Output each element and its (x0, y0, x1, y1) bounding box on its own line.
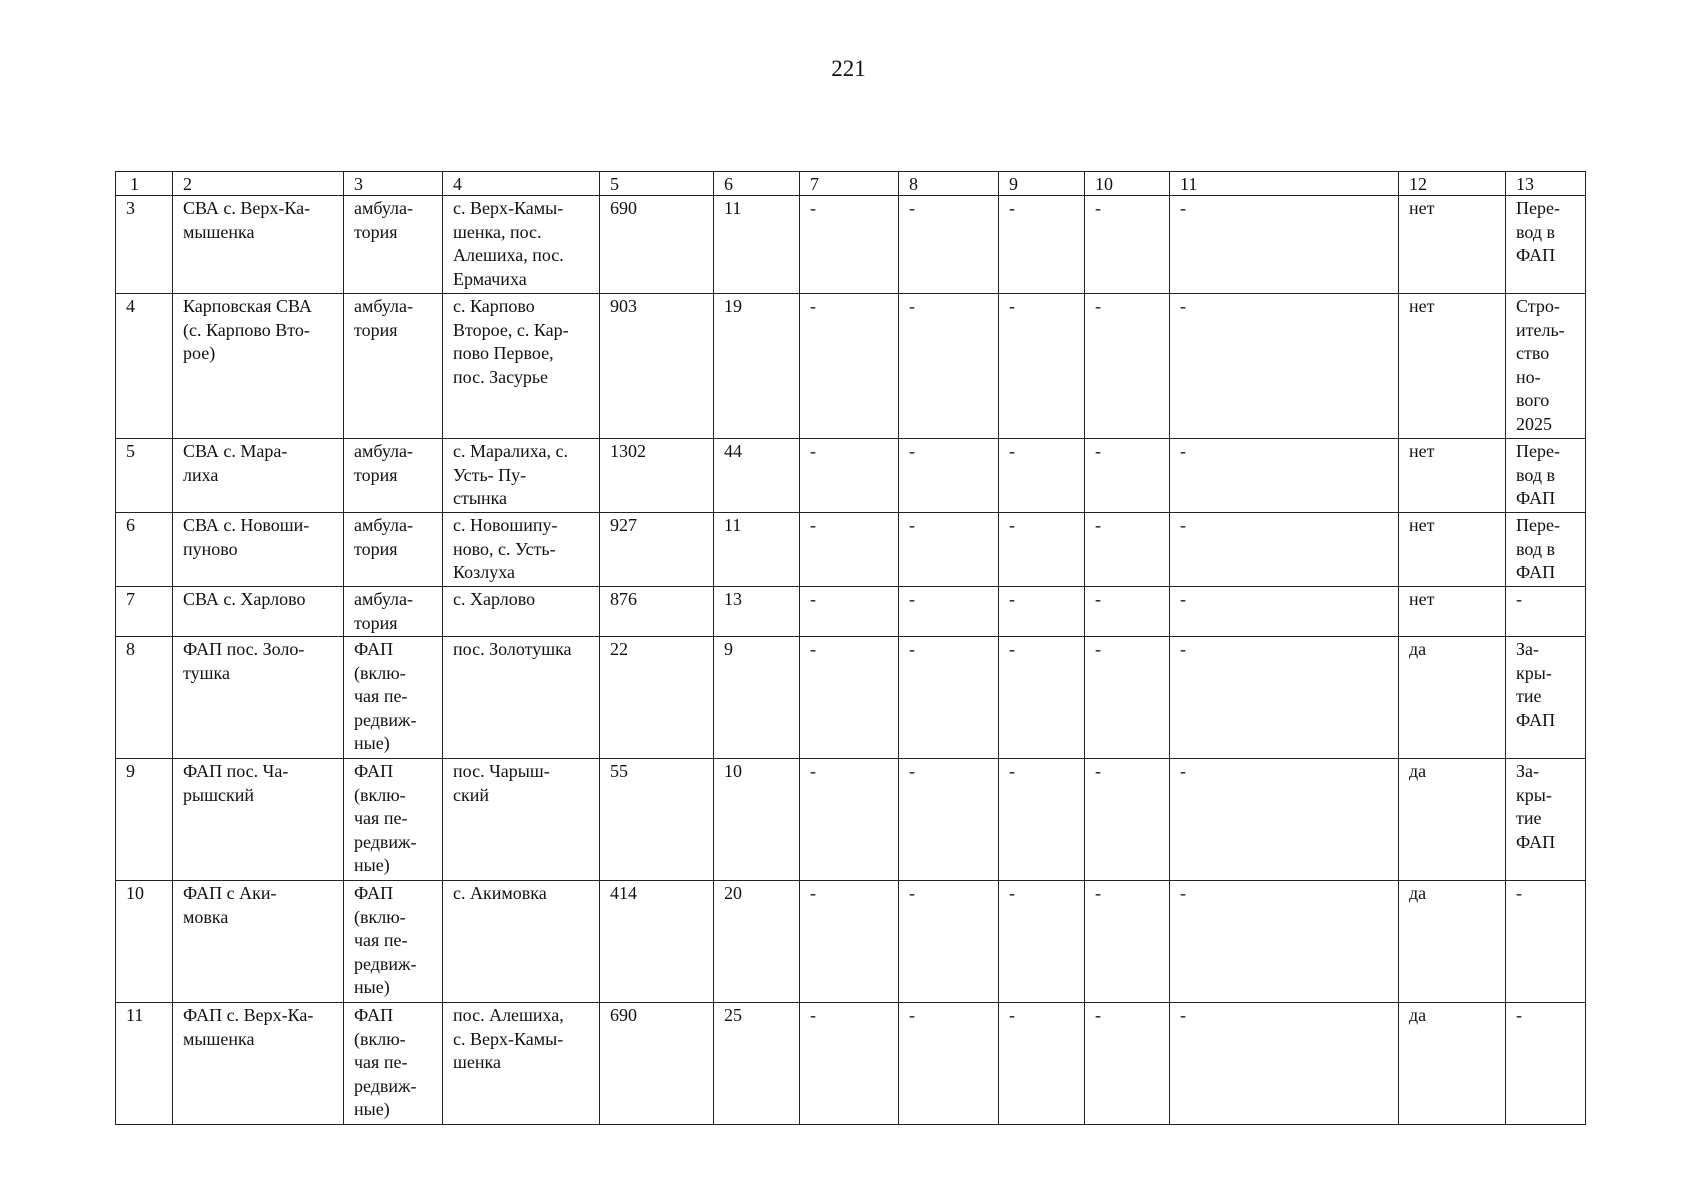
table-cell: амбула- тория (344, 587, 443, 637)
table-cell: - (899, 1003, 999, 1125)
table-cell: ФАП (вклю- чая пе- редвиж- ные) (344, 759, 443, 881)
table-cell: - (1085, 587, 1170, 637)
column-header: 4 (443, 172, 600, 196)
table-row (116, 881, 1586, 1003)
column-header: 3 (344, 172, 443, 196)
table-cell: - (800, 881, 899, 1003)
table-cell: 25 (714, 1003, 800, 1125)
table-cell: - (1170, 881, 1399, 1003)
table-row (116, 1003, 1586, 1125)
table-cell: амбула- тория (344, 513, 443, 587)
table-cell: - (999, 294, 1085, 439)
table-cell: 7 (116, 587, 173, 637)
table-cell: 10 (714, 759, 800, 881)
table-cell: Стро- итель- ство но- вого 2025 (1506, 294, 1586, 439)
table-cell: ФАП (вклю- чая пе- редвиж- ные) (344, 881, 443, 1003)
table-cell: - (800, 587, 899, 637)
table-row (116, 513, 1586, 587)
table-cell: 9 (714, 637, 800, 759)
table-cell: Пере- вод в ФАП (1506, 513, 1586, 587)
table-cell: - (1085, 759, 1170, 881)
table-cell: - (1085, 513, 1170, 587)
table-cell: СВА с. Мара- лиха (173, 439, 344, 513)
table-cell: - (800, 196, 899, 294)
table-cell: 927 (600, 513, 714, 587)
table-cell: За- кры- тие ФАП (1506, 759, 1586, 881)
table-cell: 13 (714, 587, 800, 637)
table-cell: - (1170, 759, 1399, 881)
table-cell: - (1170, 439, 1399, 513)
table-row (116, 439, 1586, 513)
table-cell: - (999, 196, 1085, 294)
table-cell: 19 (714, 294, 800, 439)
table-cell: СВА с. Верх-Ка- мышенка (173, 196, 344, 294)
table-cell: да (1399, 637, 1506, 759)
table-cell: - (800, 513, 899, 587)
table-row (116, 587, 1586, 637)
table-cell: - (1506, 881, 1586, 1003)
table-cell: - (1170, 637, 1399, 759)
table-cell: 55 (600, 759, 714, 881)
table-cell: ФАП с. Верх-Ка- мышенка (173, 1003, 344, 1125)
table-cell: - (999, 881, 1085, 1003)
data-table (115, 171, 1586, 1125)
column-header: 12 (1399, 172, 1506, 196)
table-cell: 11 (714, 196, 800, 294)
table-cell: 876 (600, 587, 714, 637)
table-cell: с. Харлово (443, 587, 600, 637)
table-cell: - (1085, 1003, 1170, 1125)
table-cell: - (800, 1003, 899, 1125)
table-cell: 10 (116, 881, 173, 1003)
table-row (116, 637, 1586, 759)
page-number: 221 (831, 56, 866, 81)
table-cell: нет (1399, 294, 1506, 439)
table-cell: - (800, 759, 899, 881)
table-cell: 20 (714, 881, 800, 1003)
table-cell: - (1170, 1003, 1399, 1125)
table-cell: с. Новошипу- ново, с. Усть- Козлуха (443, 513, 600, 587)
table-cell: 1302 (600, 439, 714, 513)
table-cell: - (800, 439, 899, 513)
table-cell: - (1170, 513, 1399, 587)
table-cell: 9 (116, 759, 173, 881)
table-cell: - (999, 513, 1085, 587)
table-cell: 22 (600, 637, 714, 759)
table-cell: - (899, 294, 999, 439)
table-cell: 8 (116, 637, 173, 759)
table-cell: с. Маралиха, с. Усть- Пу- стынка (443, 439, 600, 513)
table-cell: - (1085, 294, 1170, 439)
table-row (116, 196, 1586, 294)
table-cell: 6 (116, 513, 173, 587)
table-cell: - (800, 637, 899, 759)
table-cell: пос. Алешиха, с. Верх-Камы- шенка (443, 1003, 600, 1125)
table-cell: ФАП пос. Золо- тушка (173, 637, 344, 759)
table-cell: с. Карпово Второе, с. Кар- пово Первое, пос. Засурье (443, 294, 600, 439)
column-header: 2 (173, 172, 344, 196)
table-cell: пос. Чарыш- ский (443, 759, 600, 881)
table-cell: амбула- тория (344, 439, 443, 513)
table-cell: - (999, 587, 1085, 637)
table-cell: - (1085, 637, 1170, 759)
table-cell: - (999, 637, 1085, 759)
column-header: 7 (800, 172, 899, 196)
table-cell: - (899, 759, 999, 881)
column-header: 1 (116, 172, 173, 196)
table-cell: - (1085, 196, 1170, 294)
table-cell: - (1085, 881, 1170, 1003)
table-cell: нет (1399, 439, 1506, 513)
table-cell: 690 (600, 1003, 714, 1125)
table-cell: Пере- вод в ФАП (1506, 196, 1586, 294)
table-cell: - (899, 637, 999, 759)
table-cell: 903 (600, 294, 714, 439)
table-cell: - (999, 1003, 1085, 1125)
table-cell: да (1399, 1003, 1506, 1125)
table-cell: СВА с. Харлово (173, 587, 344, 637)
table-cell: ФАП (вклю- чая пе- редвиж- ные) (344, 1003, 443, 1125)
table-cell: да (1399, 759, 1506, 881)
table-cell: с. Верх-Камы- шенка, пос. Алешиха, пос. Ермачиха (443, 196, 600, 294)
table-cell: 414 (600, 881, 714, 1003)
table-cell: с. Акимовка (443, 881, 600, 1003)
table-cell: - (1170, 587, 1399, 637)
table-cell: - (999, 759, 1085, 881)
table-cell: 3 (116, 196, 173, 294)
column-header: 5 (600, 172, 714, 196)
table-cell: СВА с. Новоши- пуново (173, 513, 344, 587)
table-cell: пос. Золотушка (443, 637, 600, 759)
column-header: 13 (1506, 172, 1586, 196)
table-cell: - (1170, 294, 1399, 439)
table-cell: Пере- вод в ФАП (1506, 439, 1586, 513)
table-row (116, 294, 1586, 439)
table-cell: - (999, 439, 1085, 513)
table-cell: - (899, 196, 999, 294)
table-cell: Карповская СВА (с. Карпово Вто- рое) (173, 294, 344, 439)
table-cell: - (1085, 439, 1170, 513)
column-header: 9 (999, 172, 1085, 196)
table-cell: нет (1399, 587, 1506, 637)
column-header: 11 (1170, 172, 1399, 196)
table-cell: 11 (714, 513, 800, 587)
table-cell: - (1170, 196, 1399, 294)
table-cell: - (899, 513, 999, 587)
table-cell: - (800, 294, 899, 439)
table-cell: - (1506, 1003, 1586, 1125)
table-cell: 5 (116, 439, 173, 513)
column-header: 10 (1085, 172, 1170, 196)
table-cell: - (1506, 587, 1586, 637)
table-cell: 44 (714, 439, 800, 513)
table-cell: 11 (116, 1003, 173, 1125)
table-cell: За- кры- тие ФАП (1506, 637, 1586, 759)
table-cell: - (899, 881, 999, 1003)
table-cell: нет (1399, 513, 1506, 587)
table-cell: нет (1399, 196, 1506, 294)
table-header-row (116, 172, 1586, 196)
table-cell: ФАП с Аки- мовка (173, 881, 344, 1003)
table-cell: 4 (116, 294, 173, 439)
column-header: 6 (714, 172, 800, 196)
table-cell: амбула- тория (344, 294, 443, 439)
column-header: 8 (899, 172, 999, 196)
table-cell: 690 (600, 196, 714, 294)
table-cell: - (899, 587, 999, 637)
table-cell: ФАП пос. Ча- рышский (173, 759, 344, 881)
table-cell: да (1399, 881, 1506, 1003)
table-cell: - (899, 439, 999, 513)
table-cell: ФАП (вклю- чая пе- редвиж- ные) (344, 637, 443, 759)
table-row (116, 759, 1586, 881)
table-cell: амбула- тория (344, 196, 443, 294)
